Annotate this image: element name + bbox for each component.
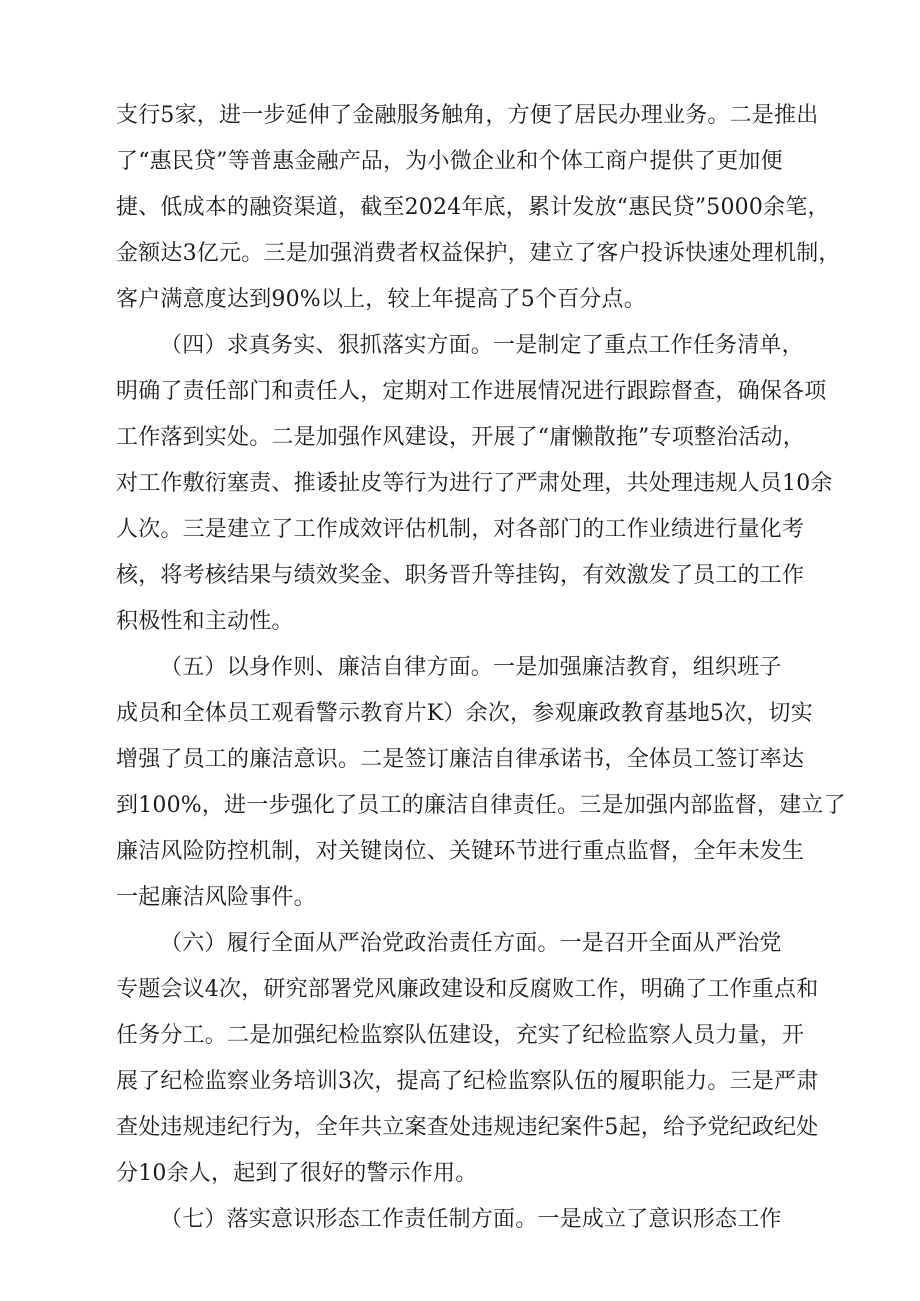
text-line: 工作落到实处。二是加强作风建设，开展了“庸懒散拖”专项整治活动， — [116, 425, 805, 450]
text-line: 任务分工。二是加强纪检监察队伍建设，充实了纪检监察人员力量，开 — [116, 1023, 805, 1048]
text-line: 金额达3亿元。三是加强消费者权益保护，建立了客户投诉快速处理机制， — [116, 241, 841, 266]
text-line: 到100%，进一步强化了员工的廉洁自律责任。三是加强内部监督，建立了 — [116, 793, 846, 818]
text-line: 捷、低成本的融资渠道，截至2024年底，累计发放“惠民贷”5000余笔， — [116, 195, 830, 220]
text-line: 核，将考核结果与绩效奖金、职务晋升等挂钩，有效激发了员工的工作 — [116, 563, 805, 588]
text-line: 客户满意度达到90%以上，较上年提高了5个百分点。 — [116, 287, 646, 312]
text-line: 明确了责任部门和责任人，定期对工作进展情况进行跟踪督查，确保各项 — [116, 379, 827, 404]
text-line: 专题会议4次，研究部署党风廉政建设和反腐败工作，明确了工作重点和 — [116, 977, 819, 1002]
section-heading-line: （四）求真务实、狠抓落实方面。一是制定了重点工作任务清单， — [160, 333, 804, 358]
section-heading-line: （六）履行全面从严治党政治责任方面。一是召开全面从严治党 — [160, 931, 782, 956]
text-line: 支行5家，进一步延伸了金融服务触角，方便了居民办理业务。二是推出 — [116, 103, 819, 128]
section-heading-line: （七）落实意识形态工作责任制方面。一是成立了意识形态工作 — [160, 1207, 782, 1232]
text-line: 廉洁风险防控机制，对关键岗位、关键环节进行重点监督，全年未发生 — [116, 839, 805, 864]
text-line: 对工作敷衍塞责、推诿扯皮等行为进行了严肃处理，共处理违规人员10余 — [116, 471, 833, 496]
text-line: 展了纪检监察业务培训3次，提高了纪检监察队伍的履职能力。三是严肃 — [116, 1069, 819, 1094]
text-line: 查处违规违纪行为，全年共立案查处违规违纪案件5起，给予党纪政纪处 — [116, 1115, 819, 1140]
section-heading-line: （五）以身作则、廉洁自律方面。一是加强廉洁教育，组织班子 — [160, 655, 782, 680]
text-line: 成员和全体员工观看警示教育片K）余次，参观廉政教育基地5次，切实 — [116, 701, 813, 726]
text-line: 积极性和主动性。 — [116, 609, 294, 634]
text-line: 增强了员工的廉洁意识。二是签订廉洁自律承诺书，全体员工签订率达 — [116, 747, 805, 772]
text-line: 人次。三是建立了工作成效评估机制，对各部门的工作业绩进行量化考 — [116, 517, 805, 542]
text-line: 了“惠民贷”等普惠金融产品，为小微企业和个体工商户提供了更加便 — [116, 149, 783, 174]
text-line: 一起廉洁风险事件。 — [116, 885, 316, 910]
text-line: 分10余人，起到了很好的警示作用。 — [116, 1161, 478, 1186]
